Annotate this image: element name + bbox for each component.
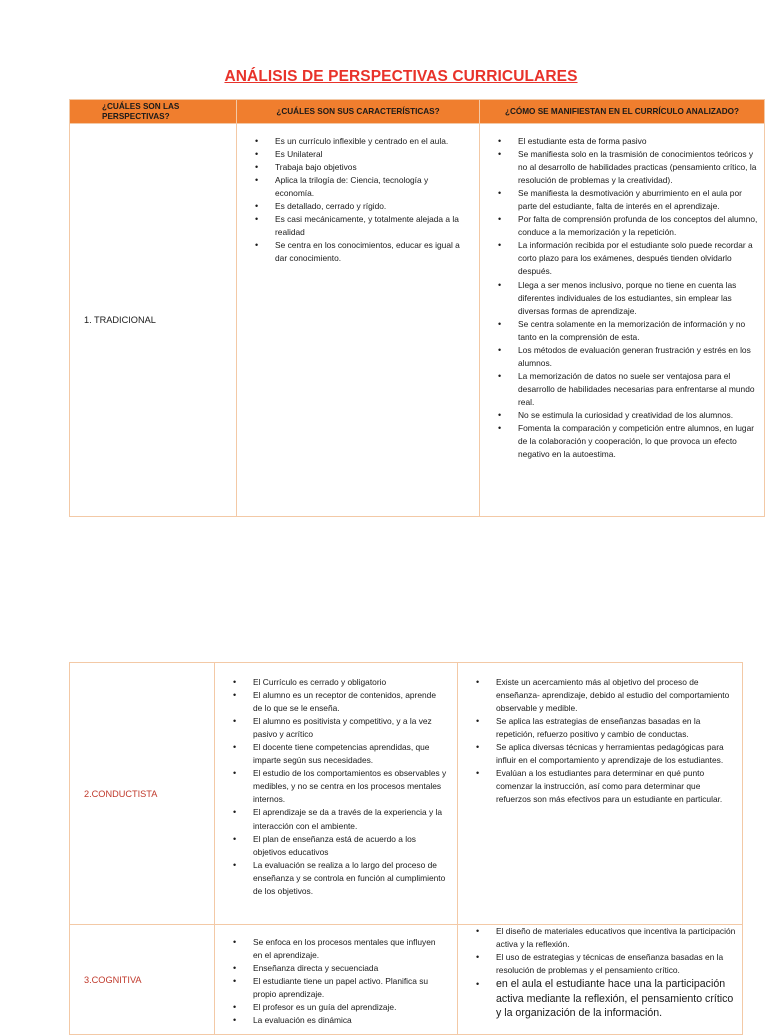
list-item: • Fomenta la comparación y competición entre alumnos, en lugar de la colaboración y cooperación, lo que provoca un efecto negativo en la autoestima. [518, 422, 760, 461]
list-item: • Enseñanza directa y secuenciada [253, 962, 447, 975]
list-item: • El profesor es un guía del aprendizaje. [253, 1001, 447, 1014]
list-item: • Se centra solamente en la memorización de información y no tanto en la comprensión de esta. [518, 318, 760, 344]
category-tradicional: 1. TRADICIONAL [70, 124, 237, 517]
list-item: • El estudiante tiene un papel activo. Planifica su propio aprendizaje. [253, 975, 447, 1001]
list-item: • Evalúan a los estudiantes para determinar en qué punto comenzar la instrucción, así como para determinar que refuerzos son más efectivos para un estudiante en particular. [496, 767, 736, 806]
caracteristicas-list [237, 135, 479, 265]
list-item: • El plan de enseñanza está de acuerdo a los objetivos educativos [253, 833, 447, 859]
list-item: • El docente tiene competencias aprendidas, que imparte según sus necesidades. [253, 741, 447, 767]
manifestaciones-list-large [458, 977, 742, 1021]
header-manifestaciones: ¿CÓMO SE MANIFIESTAN EN EL CURRÍCULO ANALIZADO? [480, 100, 765, 124]
header-perspectivas: ¿CUÁLES SON LAS PERSPECTIVAS? [70, 100, 237, 124]
list-item: • Se manifiesta la desmotivación y aburrimiento en el aula por parte del estudiante, falta de interés en el aprendizaje. [518, 187, 760, 213]
list-item: • La memorización de datos no suele ser ventajosa para el desarrollo de habilidades necesarias para enfrentarse al mundo real. [518, 370, 760, 409]
caracteristicas-cell [215, 663, 458, 925]
list-item: • El alumno es positivista y competitivo, y a la vez pasivo y acrítico [253, 715, 447, 741]
list-item: • No se estimula la curiosidad y creatividad de los alumnos. [518, 409, 760, 422]
row-cognitiva [70, 925, 743, 1035]
list-item: • Por falta de comprensión profunda de los conceptos del alumno, conduce a la memorización y la repetición. [518, 213, 760, 239]
list-item: • Existe un acercamiento más al objetivo del proceso de enseñanza- aprendizaje, debido al estudio del comportamiento observable y medible. [496, 676, 736, 715]
list-item: • Se manifiesta solo en la trasmisión de conocimientos teóricos y no al desarrollo de habilidades practicas (pensamiento crítico, la resolución de problemas y la creatividad). [518, 148, 760, 187]
caracteristicas-list [215, 936, 457, 1027]
list-item: • El aprendizaje se da a través de la experiencia y la interacción con el ambiente. [253, 806, 447, 832]
list-item: • El uso de estrategias y técnicas de enseñanza basadas en la resolución de problemas y el pensamiento crítico. [496, 951, 736, 977]
list-item: • Se centra en los conocimientos, educar es igual a dar conocimiento. [275, 239, 465, 265]
list-item: • Se aplica diversas técnicas y herramientas pedagógicas para influir en el comportamiento y aprendizaje de los estudiantes. [496, 741, 736, 767]
list-item: • Trabaja bajo objetivos [275, 161, 465, 174]
table-header-row [70, 100, 765, 124]
row-conductista [70, 663, 743, 925]
manifestaciones-list [480, 135, 764, 461]
list-item: • La evaluación es dinámica [253, 1014, 447, 1027]
list-item: • Aplica la trilogía de: Ciencia, tecnología y economía. [275, 174, 465, 200]
perspectives-table-1 [69, 99, 765, 517]
perspectives-table-2 [69, 662, 743, 1035]
list-item: • Es detallado, cerrado y rígido. [275, 200, 465, 213]
list-item: • El estudio de los comportamientos es observables y medibles, y no se centra en los procesos mentales internos. [253, 767, 447, 806]
category-cognitiva: 3.COGNITIVA [70, 925, 215, 1035]
manifestaciones-list [458, 676, 742, 806]
list-item: • La evaluación se realiza a lo largo del proceso de enseñanza y se controla en función al cumplimiento de los objetivos. [253, 859, 447, 898]
list-item: • La información recibida por el estudiante solo puede recordar a corto plazo para los exámenes, después tienden olvidarlo después. [518, 239, 760, 278]
caracteristicas-list [215, 676, 457, 898]
list-item: • en el aula el estudiante hace una la participación activa mediante la reflexión, el pensamiento crítico y la organización de la información. [496, 977, 736, 1021]
caracteristicas-cell [237, 124, 480, 517]
list-item: • Se enfoca en los procesos mentales que influyen en el aprendizaje. [253, 936, 447, 962]
row-tradicional [70, 124, 765, 517]
list-item: • Es Unilateral [275, 148, 465, 161]
list-item: • Los métodos de evaluación generan frustración y estrés en los alumnos. [518, 344, 760, 370]
list-item: • El Currículo es cerrado y obligatorio [253, 676, 447, 689]
category-conductista: 2.CONDUCTISTA [70, 663, 215, 925]
manifestaciones-cell [480, 124, 765, 517]
header-caracteristicas: ¿CUÁLES SON SUS CARACTERÍSTICAS? [237, 100, 480, 124]
manifestaciones-cell [458, 925, 743, 1035]
manifestaciones-list [458, 925, 742, 977]
document-title: ANÁLISIS DE PERSPECTIVAS CURRICULARES [224, 68, 578, 85]
list-item: • El estudiante esta de forma pasivo [518, 135, 760, 148]
list-item: • Se aplica las estrategias de enseñanzas basadas en la repetición, refuerzo positivo y cambio de conductas. [496, 715, 736, 741]
list-item: • Es un currículo inflexible y centrado en el aula. [275, 135, 465, 148]
list-item: • Llega a ser menos inclusivo, porque no tiene en cuenta las diferentes individuales de los estudiantes, sin emplear las diversas formas de aprendizaje. [518, 279, 760, 318]
list-item: • Es casi mecánicamente, y totalmente alejada a la realidad [275, 213, 465, 239]
list-item: • El alumno es un receptor de contenidos, aprende de lo que se le enseña. [253, 689, 447, 715]
list-item: • El diseño de materiales educativos que incentiva la participación activa y la reflexión. [496, 925, 736, 951]
manifestaciones-cell [458, 663, 743, 925]
caracteristicas-cell [215, 925, 458, 1035]
